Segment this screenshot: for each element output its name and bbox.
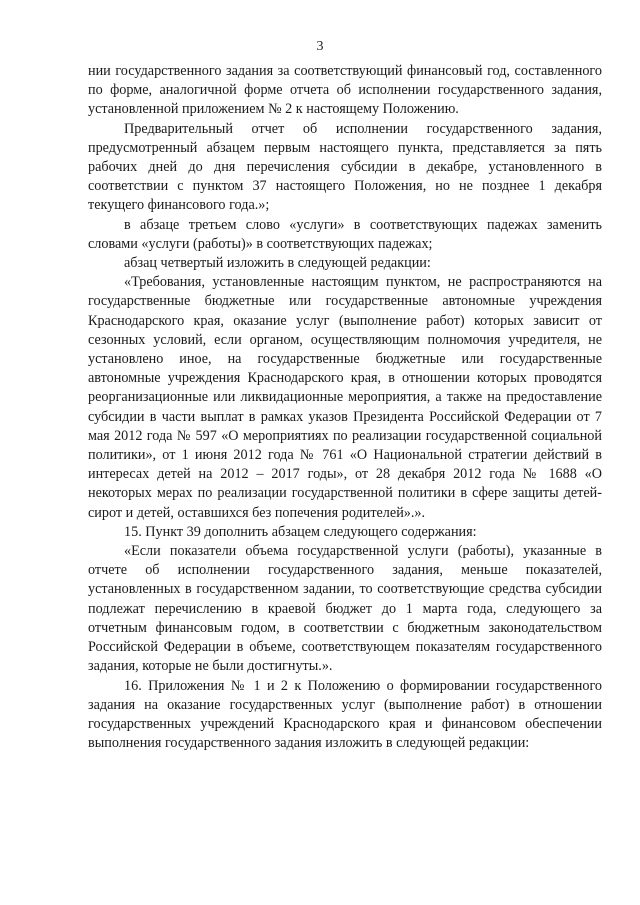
- paragraph: 16. Приложения № 1 и 2 к Положению о формировании государственного задания на оказание государственных услуг (выполнение работ) в отношении государственных учреждений Краснодарского края и финансовом обеспечении выполнения государственного задания изложить в следующей редакции:: [88, 677, 602, 752]
- paragraph: абзац четвертый изложить в следующей редакции:: [124, 255, 431, 272]
- page-number: 3: [316, 39, 324, 54]
- paragraph: 15. Пункт 39 дополнить абзацем следующего содержания:: [124, 523, 477, 540]
- paragraph: в абзаце третьем слово «услуги» в соответствующих падежах заменить словами «услуги (работы)» в соответствующих падежах;: [88, 216, 602, 252]
- document-body: [88, 62, 602, 753]
- paragraph: Предварительный отчет об исполнении государственного задания, предусмотренный абзацем первым настоящего пункта, представляется за пять рабочих дней до дня перечисления субсидии в декабре, установленного в соответствии с пунктом 37 настоящего Положения, но не позднее 1 декабря текущего финансового года.»;: [88, 120, 602, 214]
- paragraph: «Если показатели объема государственной услуги (работы), указанные в отчете об исполнении государственного задания, меньше показателей, установленных в государственном задании, то соответствующие средства субсидии подлежат перечислению в краевой бюджет до 1 марта года, следующего за отчетным финансовым годом, в соответствии с бюджетным законодательством Российской Федерации в объеме, соответствующем показателям государственного задания, которые не были достигнуты.».: [88, 543, 602, 675]
- paragraph: «Требования, установленные настоящим пунктом, не распространяются на государственные бюджетные или государственные автономные учреждения Краснодарского края, оказание услуг (выполнение работ) которых зависит от сезонных условий, если органом, осуществляющим полномочия учредителя, не установлено иное, на государственные бюджетные или государственные автономные учреждения Краснодарского края, в отношении которых проводятся реорганизационные или ликвидационные мероприятия, а также на предоставление субсидии в части выплат в рамках указов Президента Российской Федерации от 7 мая 2012 года № 597 «О мероприятиях по реализации государственной социальной политики», от 1 июня 2012 года № 761 «О Национальной стратегии действий в интересах детей на 2012 – 2017 годы», от 28 декабря 2012 года № 1688 «О некоторых мерах по реализации государственной политики в сфере защиты детей-сирот и детей, оставшихся без попечения родителей».».: [88, 274, 602, 521]
- paragraph: нии государственного задания за соответствующий финансовый год, составленного по форме, аналогичной форме отчета об исполнении государственного задания, установленной приложением № 2 к настоящему Положению.: [88, 63, 602, 118]
